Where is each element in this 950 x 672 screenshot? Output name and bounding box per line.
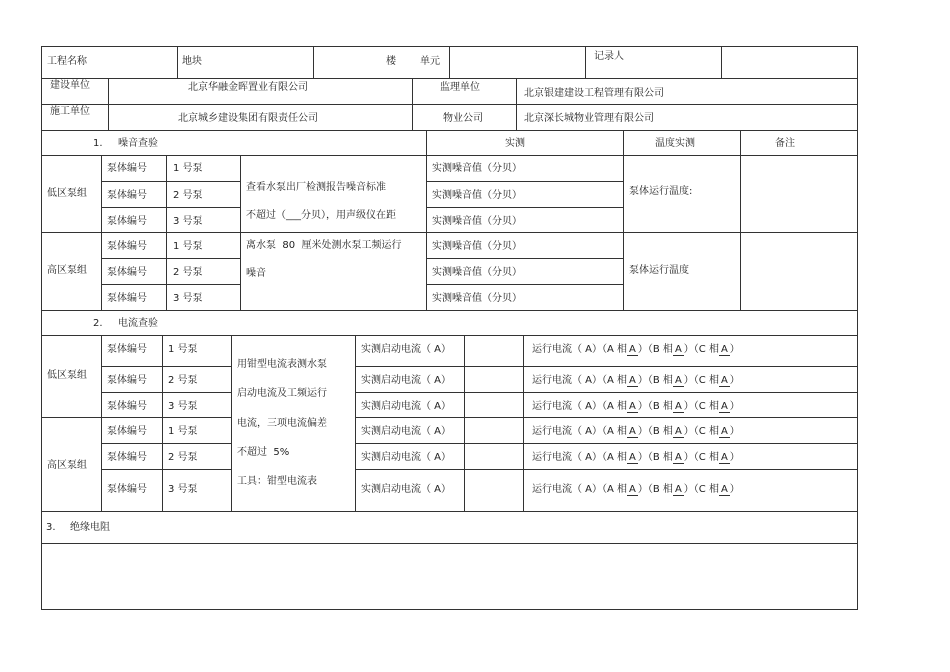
current-pump-id: 2 号泵 [168,375,198,386]
run-current-c: ）（C 相 [683,452,719,463]
noise-pump-no-label: 泵体编号 [107,216,147,227]
run-current-end: ） [729,344,740,355]
run-current-field[interactable] [532,375,740,387]
run-current-b: ）（B 相 [637,401,673,412]
noise-section-title: 噪音查验 [118,138,158,149]
phase-a-value[interactable]: A [629,375,636,386]
noise-measured-field[interactable]: 实测噪音值（分贝） [432,190,522,201]
current-pump-no-label: 泵体编号 [107,452,147,463]
phase-b-value[interactable]: A [674,401,682,412]
current-pump-no-label: 泵体编号 [107,426,147,437]
run-current-end: ） [729,375,740,386]
run-current-end: ） [729,401,740,412]
measured-header: 实测 [505,138,525,149]
phase-c-value[interactable]: A [720,452,728,463]
construction-owner-value: 北京华融金晖置业有限公司 [188,82,308,93]
run-current-c: ）（C 相 [683,426,719,437]
current-pump-id: 3 号泵 [168,484,198,495]
phase-a-value[interactable]: A [629,344,636,355]
start-current-field[interactable]: 实测启动电流（ A） [361,484,452,495]
current-high-group-label: 高区泵组 [47,460,87,471]
noise-desc-part: 80 [282,240,296,251]
unit-label: 单元 [420,56,440,67]
run-current-field[interactable] [532,426,740,438]
phase-a-value[interactable]: A [629,484,636,495]
start-current-field[interactable]: 实测启动电流（ A） [361,426,452,437]
start-current-field[interactable]: 实测启动电流（ A） [361,375,452,386]
noise-pump-no-label: 泵体编号 [107,293,147,304]
current-pump-id: 2 号泵 [168,452,198,463]
phase-b-value[interactable]: A [674,452,682,463]
run-current-field[interactable] [532,484,740,496]
current-desc-line: 电流，三项电流偏差 [237,418,327,429]
noise-desc-line [246,240,401,252]
run-current-prefix: 运行电流（ A）（A 相 [532,452,628,463]
noise-high-group-label: 高区泵组 [47,265,87,276]
phase-b-value[interactable]: A [674,344,682,355]
current-pump-no-label: 泵体编号 [107,484,147,495]
phase-b-value[interactable]: A [674,484,682,495]
current-pump-id: 3 号泵 [168,401,198,412]
supervisor-label: 监理单位 [440,82,480,93]
current-desc-line: 启动电流及工频运行 [237,388,327,399]
noise-desc-line [246,210,396,222]
phase-a-value[interactable]: A [629,401,636,412]
noise-measured-field[interactable]: 实测噪音值（分贝） [432,216,522,227]
noise-measured-field[interactable]: 实测噪音值（分贝） [432,267,522,278]
run-current-end: ） [729,426,740,437]
phase-c-value[interactable]: A [720,426,728,437]
run-current-field[interactable] [532,401,740,413]
current-pump-no-label: 泵体编号 [107,401,147,412]
run-current-prefix: 运行电流（ A）（A 相 [532,426,628,437]
run-current-prefix: 运行电流（ A）（A 相 [532,344,628,355]
recorder-label: 记录人 [594,51,624,62]
current-section-title: 电流查验 [118,318,158,329]
noise-pump-id: 1 号泵 [173,241,203,252]
builder-value: 北京城乡建设集团有限责任公司 [178,113,318,124]
current-desc-line: 工具：钳型电流表 [237,476,317,487]
phase-a-value[interactable]: A [629,452,636,463]
run-current-c: ）（C 相 [683,484,719,495]
phase-c-value[interactable]: A [720,401,728,412]
current-desc-part: 5% [273,447,290,458]
current-desc-line [237,447,289,459]
current-pump-no-label: 泵体编号 [107,344,147,355]
phase-c-value[interactable]: A [720,375,728,386]
run-current-c: ）（C 相 [683,344,719,355]
current-section-number: 2. [93,318,103,329]
insulation-section-title: 绝缘电阻 [70,522,110,533]
run-current-prefix: 运行电流（ A）（A 相 [532,401,628,412]
project-name-label: 工程名称 [47,56,87,67]
noise-desc-part: 厘米处测水泵工频运行 [301,240,402,251]
noise-pump-no-label: 泵体编号 [107,190,147,201]
noise-pump-id: 1 号泵 [173,163,203,174]
current-desc-part: 不超过 [237,447,267,458]
run-current-prefix: 运行电流（ A）（A 相 [532,484,628,495]
noise-section-number: 1. [93,138,103,149]
current-desc-line: 用钳型电流表测水泵 [237,359,327,370]
noise-desc-line: 查看水泵出厂检测报告噪音标准 [246,182,386,193]
noise-pump-id: 3 号泵 [173,293,203,304]
high-pump-temperature-field[interactable]: 泵体运行温度 [629,265,689,276]
phase-c-value[interactable]: A [720,484,728,495]
noise-pump-no-label: 泵体编号 [107,241,147,252]
property-value: 北京深长城物业管理有限公司 [524,113,654,124]
run-current-field[interactable] [532,452,740,464]
insulation-section-number: 3. [46,522,56,533]
temperature-header: 温度实测 [655,138,695,149]
run-current-prefix: 运行电流（ A）（A 相 [532,375,628,386]
plot-label: 地块 [182,56,202,67]
run-current-b: ）（B 相 [637,426,673,437]
remarks-header: 备注 [775,138,795,149]
phase-c-value[interactable]: A [720,344,728,355]
current-pump-id: 1 号泵 [168,344,198,355]
construction-owner-label: 建设单位 [50,80,90,91]
noise-low-group-label: 低区泵组 [47,188,87,199]
noise-desc-part: 不超过（ [246,210,286,221]
run-current-end: ） [729,452,740,463]
noise-measured-field[interactable]: 实测噪音值（分贝） [432,163,522,174]
start-current-field[interactable]: 实测启动电流（ A） [361,401,452,412]
property-label: 物业公司 [443,113,483,124]
noise-pump-id: 2 号泵 [173,190,203,201]
current-pump-id: 1 号泵 [168,426,198,437]
run-current-b: ）（B 相 [637,484,673,495]
noise-pump-no-label: 泵体编号 [107,267,147,278]
run-current-field[interactable] [532,344,740,356]
insulation-entry-area[interactable] [42,544,857,609]
start-current-field[interactable]: 实测启动电流（ A） [361,452,452,463]
noise-desc-part: ___分贝），用声级仪在距 [286,210,396,221]
noise-measured-field[interactable]: 实测噪音值（分贝） [432,293,522,304]
phase-a-value[interactable]: A [629,426,636,437]
noise-pump-id: 2 号泵 [173,267,203,278]
low-pump-temperature-field[interactable]: 泵体运行温度: [629,186,693,197]
run-current-end: ） [729,484,740,495]
building-label: 楼 [386,56,396,67]
noise-pump-id: 3 号泵 [173,216,203,227]
run-current-b: ）（B 相 [637,375,673,386]
run-current-c: ）（C 相 [683,401,719,412]
run-current-c: ）（C 相 [683,375,719,386]
phase-b-value[interactable]: A [674,375,682,386]
noise-desc-part: 离水泵 [246,240,276,251]
supervisor-value: 北京银建建设工程管理有限公司 [524,88,664,99]
builder-label: 施工单位 [50,106,90,117]
noise-measured-field[interactable]: 实测噪音值（分贝） [432,241,522,252]
start-current-field[interactable]: 实测启动电流（ A） [361,344,452,355]
current-pump-no-label: 泵体编号 [107,375,147,386]
current-low-group-label: 低区泵组 [47,370,87,381]
run-current-b: ）（B 相 [637,344,673,355]
noise-pump-no-label: 泵体编号 [107,163,147,174]
run-current-b: ）（B 相 [637,452,673,463]
noise-desc-line: 噪音 [246,268,266,279]
phase-b-value[interactable]: A [674,426,682,437]
